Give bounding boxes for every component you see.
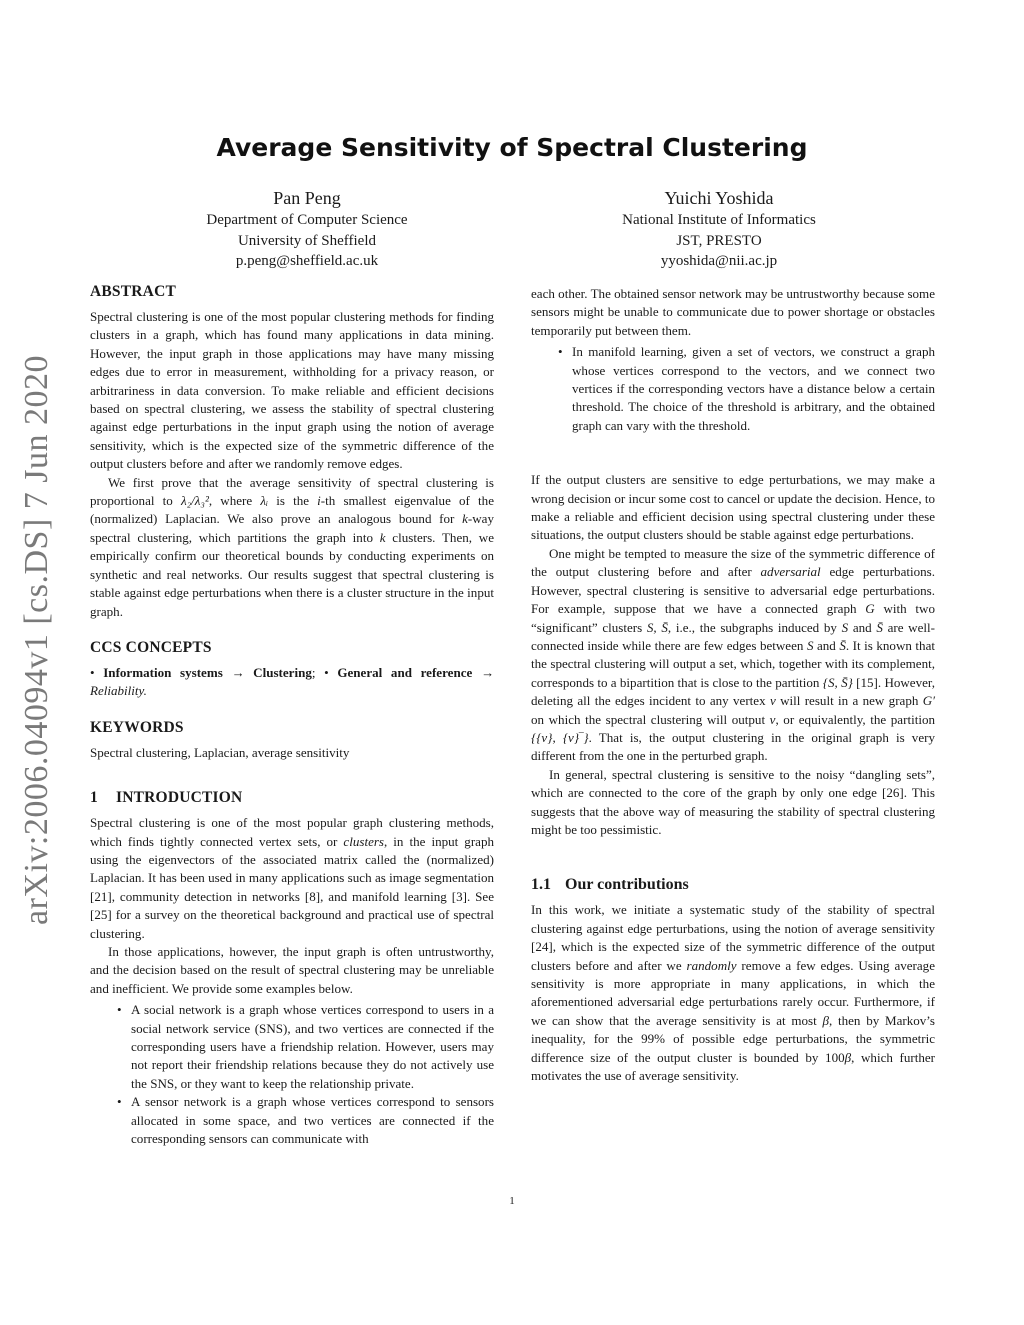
intro-paragraph: Spectral clustering is one of the most popular graph clustering methods, which finds tightly connected vertex sets, or clusters, in the input graph using the eigenvectors of the associated matrix called the (normalized) Laplacian. It has been used in many applications such as image segmentation [21], community detection in networks [8], and manifold learning [3]. See [25] for a survey on the theoretical background and practical use of spectral clustering. bbox=[90, 815, 494, 941]
list-item: • A social network is a graph whose vertices correspond to users in a social network service (SNS), and two vertices are connected if the corresponding users have a friendship relation. However, users may not report their friendship relations because they do not actively use the SNS, or they want to keep the relationship private. bbox=[117, 1002, 494, 1091]
author-affiliation: National Institute of Informatics bbox=[622, 212, 816, 228]
left-column bbox=[90, 282, 494, 1148]
intro-paragraph: In those applications, however, the input graph is often untrustworthy, and the decision based on the result of spectral clustering may be unreliable and inefficient. We provide some examples below. bbox=[90, 943, 494, 996]
examples-list bbox=[531, 343, 935, 435]
list-item-continuation: each other. The obtained sensor network may be untrustworthy because some sensors might be unable to communicate due to power shortage or obstacles temporarily put between them. bbox=[531, 286, 935, 338]
right-column bbox=[531, 285, 935, 1085]
abstract-heading: ABSTRACT bbox=[90, 283, 177, 300]
abstract-paragraph: We first prove that the average sensitivity of spectral clustering is proportional to λ₂/λ₃², where λᵢ is the i-th smallest eigenvalue of the (normalized) Laplacian. We also prove an analogous bound for k-way spectral clustering, which partitions the graph into k clusters. Then, we empirically confirm our theoretical bounds by conducting experiments on synthetic and real networks. Our results suggest that spectral clustering is stable against edge perturbations when there is a cluster structure in the input graph. bbox=[90, 474, 495, 619]
author-affiliation: Department of Computer Science bbox=[206, 212, 408, 228]
intro-paragraph: If the output clusters are sensitive to edge perturbations, we may make a wrong decision or incur some cost to cancel or update the decision. Hence, to make a reliable and efficient decision using spectral clustering under these situations, the output clusters should be stable against edge perturbations. bbox=[531, 472, 935, 543]
author-name: Pan Peng bbox=[273, 188, 341, 208]
author-affiliation: University of Sheffield bbox=[237, 232, 377, 249]
introduction-heading: 1 INTRODUCTION bbox=[90, 789, 243, 807]
contributions-paragraph: In this work, we initiate a systematic study of the stability of spectral clustering against edge perturbations, using the notion of average sensitivity [24], which is the expected size of the symmetric difference of the output clusters before and after we randomly remove a few edges. Using average sensitivity is more appropriate in many applications, in which the aforementioned adversarial edge perturbations rarely occur. Furthermore, if we can show that the average sensitivity is at most β, then by Markov’s inequality, for the 99% of possible edge perturbations, the symmetric difference size of the output cluster is bounded by 100β, which further motivates the use of average sensitivity. bbox=[531, 902, 935, 1084]
keywords-heading: KEYWORDS bbox=[90, 718, 184, 736]
paper-title: Average Sensitivity of Spectral Clustering bbox=[216, 133, 808, 162]
list-item: • In manifold learning, given a set of vectors, we construct a graph whose vertices correspond to the vectors, and we connect two vertices if the corresponding vectors have a distance below a certain threshold. The choice of the threshold is arbitrary, and the obtained graph can vary with the threshold. bbox=[558, 344, 935, 433]
examples-list bbox=[90, 1001, 494, 1148]
list-item: • A sensor network is a graph whose vertices correspond to sensors allocated in some space, and two vertices are connected if the corresponding sensors can communicate with bbox=[117, 1094, 494, 1147]
ccs-concepts: • Information systems → Clustering; • General and reference → Reliability. bbox=[90, 664, 494, 699]
abstract-paragraph: Spectral clustering is one of the most popular clustering methods for finding clusters in a graph, which has found many applications in data mining. However, the input graph in those applications may have many missing edges due to error in measurement, withholding for a privacy reason, or arbitrariness in data conversion. To make reliable and efficient decisions based on spectral clustering, we assess the stability of spectral clustering against edge perturbations in the input graph using the notion of average sensitivity, which is the expected size of the symmetric difference of the output clusters before and after we randomly remove edges. bbox=[90, 309, 494, 472]
author-name: Yuichi Yoshida bbox=[664, 188, 774, 208]
contributions-heading: 1.1 Our contributions bbox=[531, 876, 689, 894]
ccs-heading: CCS CONCEPTS bbox=[90, 638, 212, 656]
author-block bbox=[157, 186, 457, 272]
author-affiliation: JST, PRESTO bbox=[676, 232, 762, 249]
arxiv-identifier: arXiv:2006.04094v1 [cs.DS] 7 Jun 2020 bbox=[18, 354, 55, 925]
page-number: 1 bbox=[509, 1195, 515, 1207]
author-email: yyoshida@nii.ac.jp bbox=[660, 253, 778, 269]
keywords-text: Spectral clustering, Laplacian, average sensitivity bbox=[90, 744, 350, 760]
author-email: p.peng@sheffield.ac.uk bbox=[235, 253, 379, 269]
intro-paragraph: One might be tempted to measure the size of the symmetric difference of the output clustering before and after adversarial edge perturbations. However, spectral clustering is sensitive to adversarial edge perturbations. For example, suppose that we have a connected graph G with two “significant” clusters S, S̄, i.e., the subgraphs induced by S and S̄ are well-connected inside while there are few edges between S and S̄. It is known that the spectral clustering will output a set, which, together with its complement, corresponds to a bipartition that is close to the partition {S, S̄} [15]. However, deleting all the edges incident to any vertex v will result in a new graph G′ on which the spectral clustering will output v, or equivalently, the partition {{v}, {v}‾}. That is, the output clustering in the original graph is very different from the one in the perturbed graph. bbox=[531, 545, 935, 764]
intro-paragraph: In general, spectral clustering is sensitive to the noisy “dangling sets”, which are connected to the core of the graph by only one edge [26]. This suggests that the above way of measuring the stability of spectral clustering might be too pessimistic. bbox=[531, 766, 935, 837]
author-block bbox=[569, 186, 869, 272]
